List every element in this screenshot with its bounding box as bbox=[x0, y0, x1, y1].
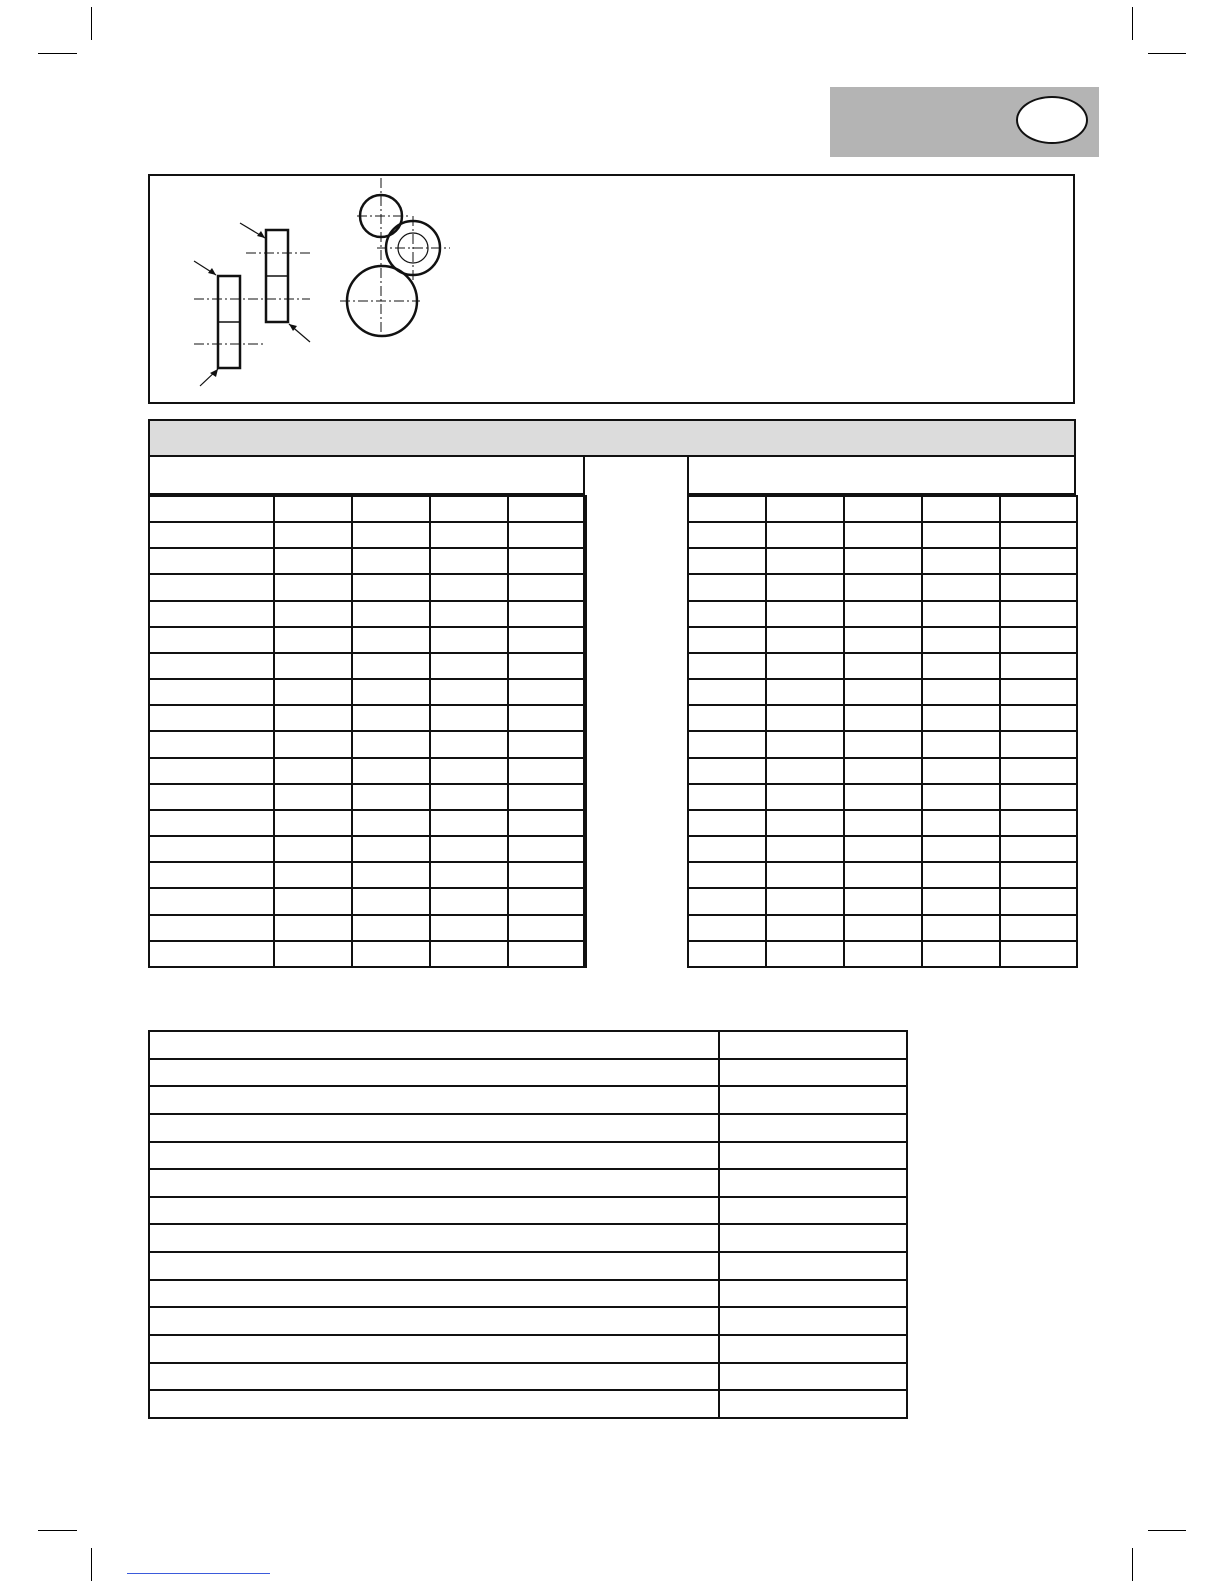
settings-table-right bbox=[687, 495, 1078, 968]
table-cell bbox=[688, 496, 766, 522]
table-cell bbox=[766, 888, 844, 914]
table-cell bbox=[352, 627, 430, 653]
table-row bbox=[149, 915, 586, 941]
table-cell bbox=[149, 1142, 719, 1170]
table-cell bbox=[844, 705, 922, 731]
crop-mark-bottom-right-vertical bbox=[1132, 1548, 1133, 1581]
table-cell bbox=[274, 548, 352, 574]
table-cell bbox=[430, 784, 508, 810]
table-row bbox=[688, 731, 1077, 757]
table-cell bbox=[719, 1169, 907, 1197]
table-row bbox=[149, 1169, 907, 1197]
crop-mark-top-right-vertical bbox=[1132, 7, 1133, 40]
table-cell bbox=[844, 548, 922, 574]
table-cell bbox=[430, 574, 508, 600]
table-cell bbox=[430, 627, 508, 653]
table-cell bbox=[922, 705, 1000, 731]
table-row bbox=[149, 653, 586, 679]
table-cell bbox=[149, 810, 274, 836]
table-cell bbox=[149, 1031, 719, 1059]
table-cell bbox=[508, 522, 586, 548]
table-cell bbox=[149, 1335, 719, 1363]
table-cell bbox=[1000, 915, 1077, 941]
table-cell bbox=[352, 731, 430, 757]
table-cell bbox=[149, 627, 274, 653]
table-cell bbox=[149, 679, 274, 705]
table-row bbox=[688, 810, 1077, 836]
table-cell bbox=[1000, 705, 1077, 731]
table-cell bbox=[766, 810, 844, 836]
table-cell bbox=[844, 731, 922, 757]
table-cell bbox=[149, 1363, 719, 1391]
table-cell bbox=[1000, 758, 1077, 784]
table-cell bbox=[766, 653, 844, 679]
table-cell bbox=[149, 496, 274, 522]
crop-mark-bottom-right-horizontal bbox=[1148, 1530, 1186, 1531]
table-cell bbox=[352, 496, 430, 522]
table-cell bbox=[766, 705, 844, 731]
table-cell bbox=[352, 941, 430, 967]
table-cell bbox=[274, 705, 352, 731]
table-cell bbox=[922, 836, 1000, 862]
table-cell bbox=[352, 862, 430, 888]
table-row bbox=[688, 915, 1077, 941]
table-cell bbox=[1000, 941, 1077, 967]
table-cell bbox=[149, 862, 274, 888]
table-cell bbox=[922, 915, 1000, 941]
table-cell bbox=[149, 601, 274, 627]
table-cell bbox=[922, 888, 1000, 914]
table-cell bbox=[149, 1059, 719, 1087]
table-cell bbox=[688, 548, 766, 574]
right-group-header bbox=[687, 457, 1076, 495]
table-cell bbox=[352, 888, 430, 914]
table-cell bbox=[766, 601, 844, 627]
table-cell bbox=[844, 836, 922, 862]
table-cell bbox=[149, 653, 274, 679]
crop-mark-bottom-left-vertical bbox=[91, 1548, 92, 1581]
table-row bbox=[149, 758, 586, 784]
table-cell bbox=[149, 1252, 719, 1280]
table-cell bbox=[149, 1169, 719, 1197]
language-badge bbox=[1016, 96, 1088, 144]
table-cell bbox=[766, 496, 844, 522]
table-cell bbox=[1000, 784, 1077, 810]
table-cell bbox=[844, 915, 922, 941]
table-row bbox=[688, 758, 1077, 784]
table-cell bbox=[766, 731, 844, 757]
table-cell bbox=[922, 574, 1000, 600]
table-cell bbox=[149, 758, 274, 784]
table-cell bbox=[766, 627, 844, 653]
table-cell bbox=[274, 888, 352, 914]
table-cell bbox=[352, 915, 430, 941]
table-cell bbox=[719, 1280, 907, 1308]
table-cell bbox=[149, 888, 274, 914]
table-cell bbox=[922, 653, 1000, 679]
table-cell bbox=[352, 574, 430, 600]
table-cell bbox=[688, 731, 766, 757]
table-cell bbox=[352, 522, 430, 548]
table-cell bbox=[688, 679, 766, 705]
table-cell bbox=[430, 888, 508, 914]
table-row bbox=[149, 862, 586, 888]
table-cell bbox=[352, 784, 430, 810]
table-cell bbox=[352, 548, 430, 574]
table-row bbox=[688, 888, 1077, 914]
table-cell bbox=[149, 915, 274, 941]
table-cell bbox=[844, 653, 922, 679]
table-cell bbox=[274, 941, 352, 967]
table-cell bbox=[688, 810, 766, 836]
table-row bbox=[688, 627, 1077, 653]
table-row bbox=[149, 1059, 907, 1087]
table-cell bbox=[766, 784, 844, 810]
table-cell bbox=[508, 653, 586, 679]
table-cell bbox=[688, 574, 766, 600]
table-cell bbox=[274, 731, 352, 757]
table-cell bbox=[766, 758, 844, 784]
table-cell bbox=[430, 731, 508, 757]
table-cell bbox=[274, 784, 352, 810]
table-cell bbox=[719, 1390, 907, 1418]
table-cell bbox=[719, 1335, 907, 1363]
table-row bbox=[149, 496, 586, 522]
table-cell bbox=[274, 915, 352, 941]
table-cell bbox=[1000, 496, 1077, 522]
table-cell bbox=[352, 810, 430, 836]
table-row bbox=[688, 862, 1077, 888]
table-row bbox=[149, 705, 586, 731]
table-cell bbox=[922, 627, 1000, 653]
table-row bbox=[149, 1390, 907, 1418]
table-cell bbox=[844, 862, 922, 888]
table-cell bbox=[430, 836, 508, 862]
table-cell bbox=[844, 601, 922, 627]
table-row bbox=[149, 1031, 907, 1059]
table-cell bbox=[274, 574, 352, 600]
table-cell bbox=[508, 758, 586, 784]
table-cell bbox=[508, 679, 586, 705]
table-cell bbox=[922, 548, 1000, 574]
table-cell bbox=[149, 1197, 719, 1225]
table-cell bbox=[149, 784, 274, 810]
table-cell bbox=[766, 915, 844, 941]
table-cell bbox=[1000, 574, 1077, 600]
parts-table bbox=[148, 1030, 908, 1419]
table-cell bbox=[688, 705, 766, 731]
table-cell bbox=[149, 548, 274, 574]
footer-link-underline[interactable] bbox=[127, 1573, 270, 1574]
table-row bbox=[688, 836, 1077, 862]
table-cell bbox=[922, 810, 1000, 836]
table-row bbox=[149, 1307, 907, 1335]
table-row bbox=[149, 601, 586, 627]
table-cell bbox=[149, 1086, 719, 1114]
table-cell bbox=[430, 548, 508, 574]
table-cell bbox=[844, 574, 922, 600]
table-cell bbox=[508, 862, 586, 888]
table-row bbox=[149, 1086, 907, 1114]
table-cell bbox=[719, 1086, 907, 1114]
table-cell bbox=[1000, 810, 1077, 836]
table-cell bbox=[508, 888, 586, 914]
table-cell bbox=[719, 1031, 907, 1059]
table-row bbox=[149, 1280, 907, 1308]
table-row bbox=[149, 1114, 907, 1142]
table-row bbox=[149, 548, 586, 574]
table-cell bbox=[766, 574, 844, 600]
table-cell bbox=[844, 522, 922, 548]
table-cell bbox=[719, 1252, 907, 1280]
table-cell bbox=[352, 836, 430, 862]
table-cell bbox=[688, 653, 766, 679]
table-cell bbox=[508, 705, 586, 731]
table-cell bbox=[922, 496, 1000, 522]
table-cell bbox=[430, 522, 508, 548]
table-cell bbox=[508, 810, 586, 836]
table-cell bbox=[766, 522, 844, 548]
table-cell bbox=[149, 705, 274, 731]
table-row bbox=[688, 784, 1077, 810]
table-cell bbox=[508, 496, 586, 522]
table-cell bbox=[508, 627, 586, 653]
left-group-header bbox=[148, 457, 585, 495]
pulley-gear-diagram-icon bbox=[150, 176, 1072, 401]
table-cell bbox=[766, 836, 844, 862]
table-cell bbox=[1000, 836, 1077, 862]
table-cell bbox=[149, 1114, 719, 1142]
table-cell bbox=[719, 1363, 907, 1391]
table-row bbox=[688, 574, 1077, 600]
table-row bbox=[149, 731, 586, 757]
table-cell bbox=[719, 1142, 907, 1170]
table-cell bbox=[719, 1224, 907, 1252]
table-cell bbox=[508, 731, 586, 757]
table-cell bbox=[844, 888, 922, 914]
table-cell bbox=[844, 810, 922, 836]
table-cell bbox=[430, 679, 508, 705]
table-cell bbox=[688, 862, 766, 888]
table-cell bbox=[352, 679, 430, 705]
table-cell bbox=[844, 758, 922, 784]
table-cell bbox=[1000, 522, 1077, 548]
table-cell bbox=[922, 679, 1000, 705]
table-cell bbox=[508, 548, 586, 574]
table-cell bbox=[508, 601, 586, 627]
table-cell bbox=[719, 1307, 907, 1335]
table-row bbox=[149, 784, 586, 810]
table-row bbox=[149, 679, 586, 705]
table-cell bbox=[508, 836, 586, 862]
table-cell bbox=[766, 679, 844, 705]
table-cell bbox=[688, 522, 766, 548]
table-row bbox=[688, 548, 1077, 574]
table-cell bbox=[719, 1059, 907, 1087]
table-cell bbox=[508, 784, 586, 810]
table-cell bbox=[149, 731, 274, 757]
table-row bbox=[688, 941, 1077, 967]
table-row bbox=[149, 888, 586, 914]
table-row bbox=[149, 522, 586, 548]
table-cell bbox=[688, 888, 766, 914]
table-cell bbox=[688, 784, 766, 810]
table-cell bbox=[352, 653, 430, 679]
table-cell bbox=[274, 836, 352, 862]
table-cell bbox=[430, 915, 508, 941]
table-row bbox=[149, 574, 586, 600]
table-cell bbox=[149, 941, 274, 967]
table-cell bbox=[149, 522, 274, 548]
crop-mark-top-left-horizontal bbox=[38, 53, 77, 54]
table-cell bbox=[922, 784, 1000, 810]
table-row bbox=[688, 601, 1077, 627]
table-cell bbox=[149, 574, 274, 600]
table-cell bbox=[922, 862, 1000, 888]
table-row bbox=[149, 1197, 907, 1225]
table-cell bbox=[430, 758, 508, 784]
table-cell bbox=[430, 862, 508, 888]
table-cell bbox=[844, 679, 922, 705]
table-row bbox=[149, 836, 586, 862]
table-row bbox=[149, 1335, 907, 1363]
settings-table-left bbox=[148, 495, 587, 968]
table-cell bbox=[274, 522, 352, 548]
crop-mark-top-right-horizontal bbox=[1148, 53, 1186, 54]
table-middle-spacer bbox=[583, 457, 689, 968]
table-cell bbox=[149, 836, 274, 862]
table-cell bbox=[766, 941, 844, 967]
table-cell bbox=[1000, 601, 1077, 627]
table-row bbox=[149, 1252, 907, 1280]
table-cell bbox=[1000, 548, 1077, 574]
table-cell bbox=[149, 1280, 719, 1308]
table-cell bbox=[844, 941, 922, 967]
gear-setup-figure bbox=[148, 174, 1075, 404]
table-cell bbox=[719, 1114, 907, 1142]
table-cell bbox=[766, 862, 844, 888]
section-tab bbox=[830, 87, 1099, 157]
table-cell bbox=[922, 601, 1000, 627]
table-cell bbox=[274, 627, 352, 653]
table-cell bbox=[352, 601, 430, 627]
table-cell bbox=[1000, 862, 1077, 888]
table-cell bbox=[922, 941, 1000, 967]
table-row bbox=[149, 627, 586, 653]
table-cell bbox=[352, 705, 430, 731]
table-row bbox=[688, 522, 1077, 548]
table-cell bbox=[149, 1390, 719, 1418]
table-cell bbox=[430, 941, 508, 967]
table-cell bbox=[430, 653, 508, 679]
table-cell bbox=[719, 1197, 907, 1225]
crop-mark-bottom-left-horizontal bbox=[38, 1530, 77, 1531]
table-cell bbox=[688, 627, 766, 653]
table-cell bbox=[508, 941, 586, 967]
settings-table-header bbox=[148, 419, 1076, 457]
table-cell bbox=[688, 601, 766, 627]
crop-mark-top-left-vertical bbox=[91, 7, 92, 40]
table-cell bbox=[688, 836, 766, 862]
table-cell bbox=[1000, 679, 1077, 705]
table-cell bbox=[844, 627, 922, 653]
table-cell bbox=[508, 574, 586, 600]
table-cell bbox=[1000, 627, 1077, 653]
table-cell bbox=[1000, 653, 1077, 679]
table-cell bbox=[430, 496, 508, 522]
table-cell bbox=[688, 758, 766, 784]
table-cell bbox=[274, 679, 352, 705]
table-cell bbox=[922, 758, 1000, 784]
table-cell bbox=[149, 1307, 719, 1335]
table-cell bbox=[688, 915, 766, 941]
table-row bbox=[149, 1142, 907, 1170]
table-cell bbox=[430, 601, 508, 627]
table-row bbox=[149, 1224, 907, 1252]
table-cell bbox=[274, 758, 352, 784]
table-row bbox=[688, 705, 1077, 731]
table-cell bbox=[922, 731, 1000, 757]
table-cell bbox=[274, 496, 352, 522]
table-cell bbox=[1000, 888, 1077, 914]
table-cell bbox=[844, 784, 922, 810]
table-cell bbox=[352, 758, 430, 784]
table-cell bbox=[274, 653, 352, 679]
table-cell bbox=[1000, 731, 1077, 757]
table-cell bbox=[688, 941, 766, 967]
table-row bbox=[688, 496, 1077, 522]
table-cell bbox=[844, 496, 922, 522]
table-cell bbox=[508, 915, 586, 941]
table-row bbox=[149, 1363, 907, 1391]
table-cell bbox=[274, 862, 352, 888]
table-row bbox=[688, 653, 1077, 679]
table-cell bbox=[149, 1224, 719, 1252]
table-cell bbox=[274, 810, 352, 836]
table-cell bbox=[430, 705, 508, 731]
table-row bbox=[688, 679, 1077, 705]
table-cell bbox=[430, 810, 508, 836]
table-cell bbox=[274, 601, 352, 627]
table-cell bbox=[922, 522, 1000, 548]
table-cell bbox=[766, 548, 844, 574]
table-row bbox=[149, 941, 586, 967]
table-row bbox=[149, 810, 586, 836]
